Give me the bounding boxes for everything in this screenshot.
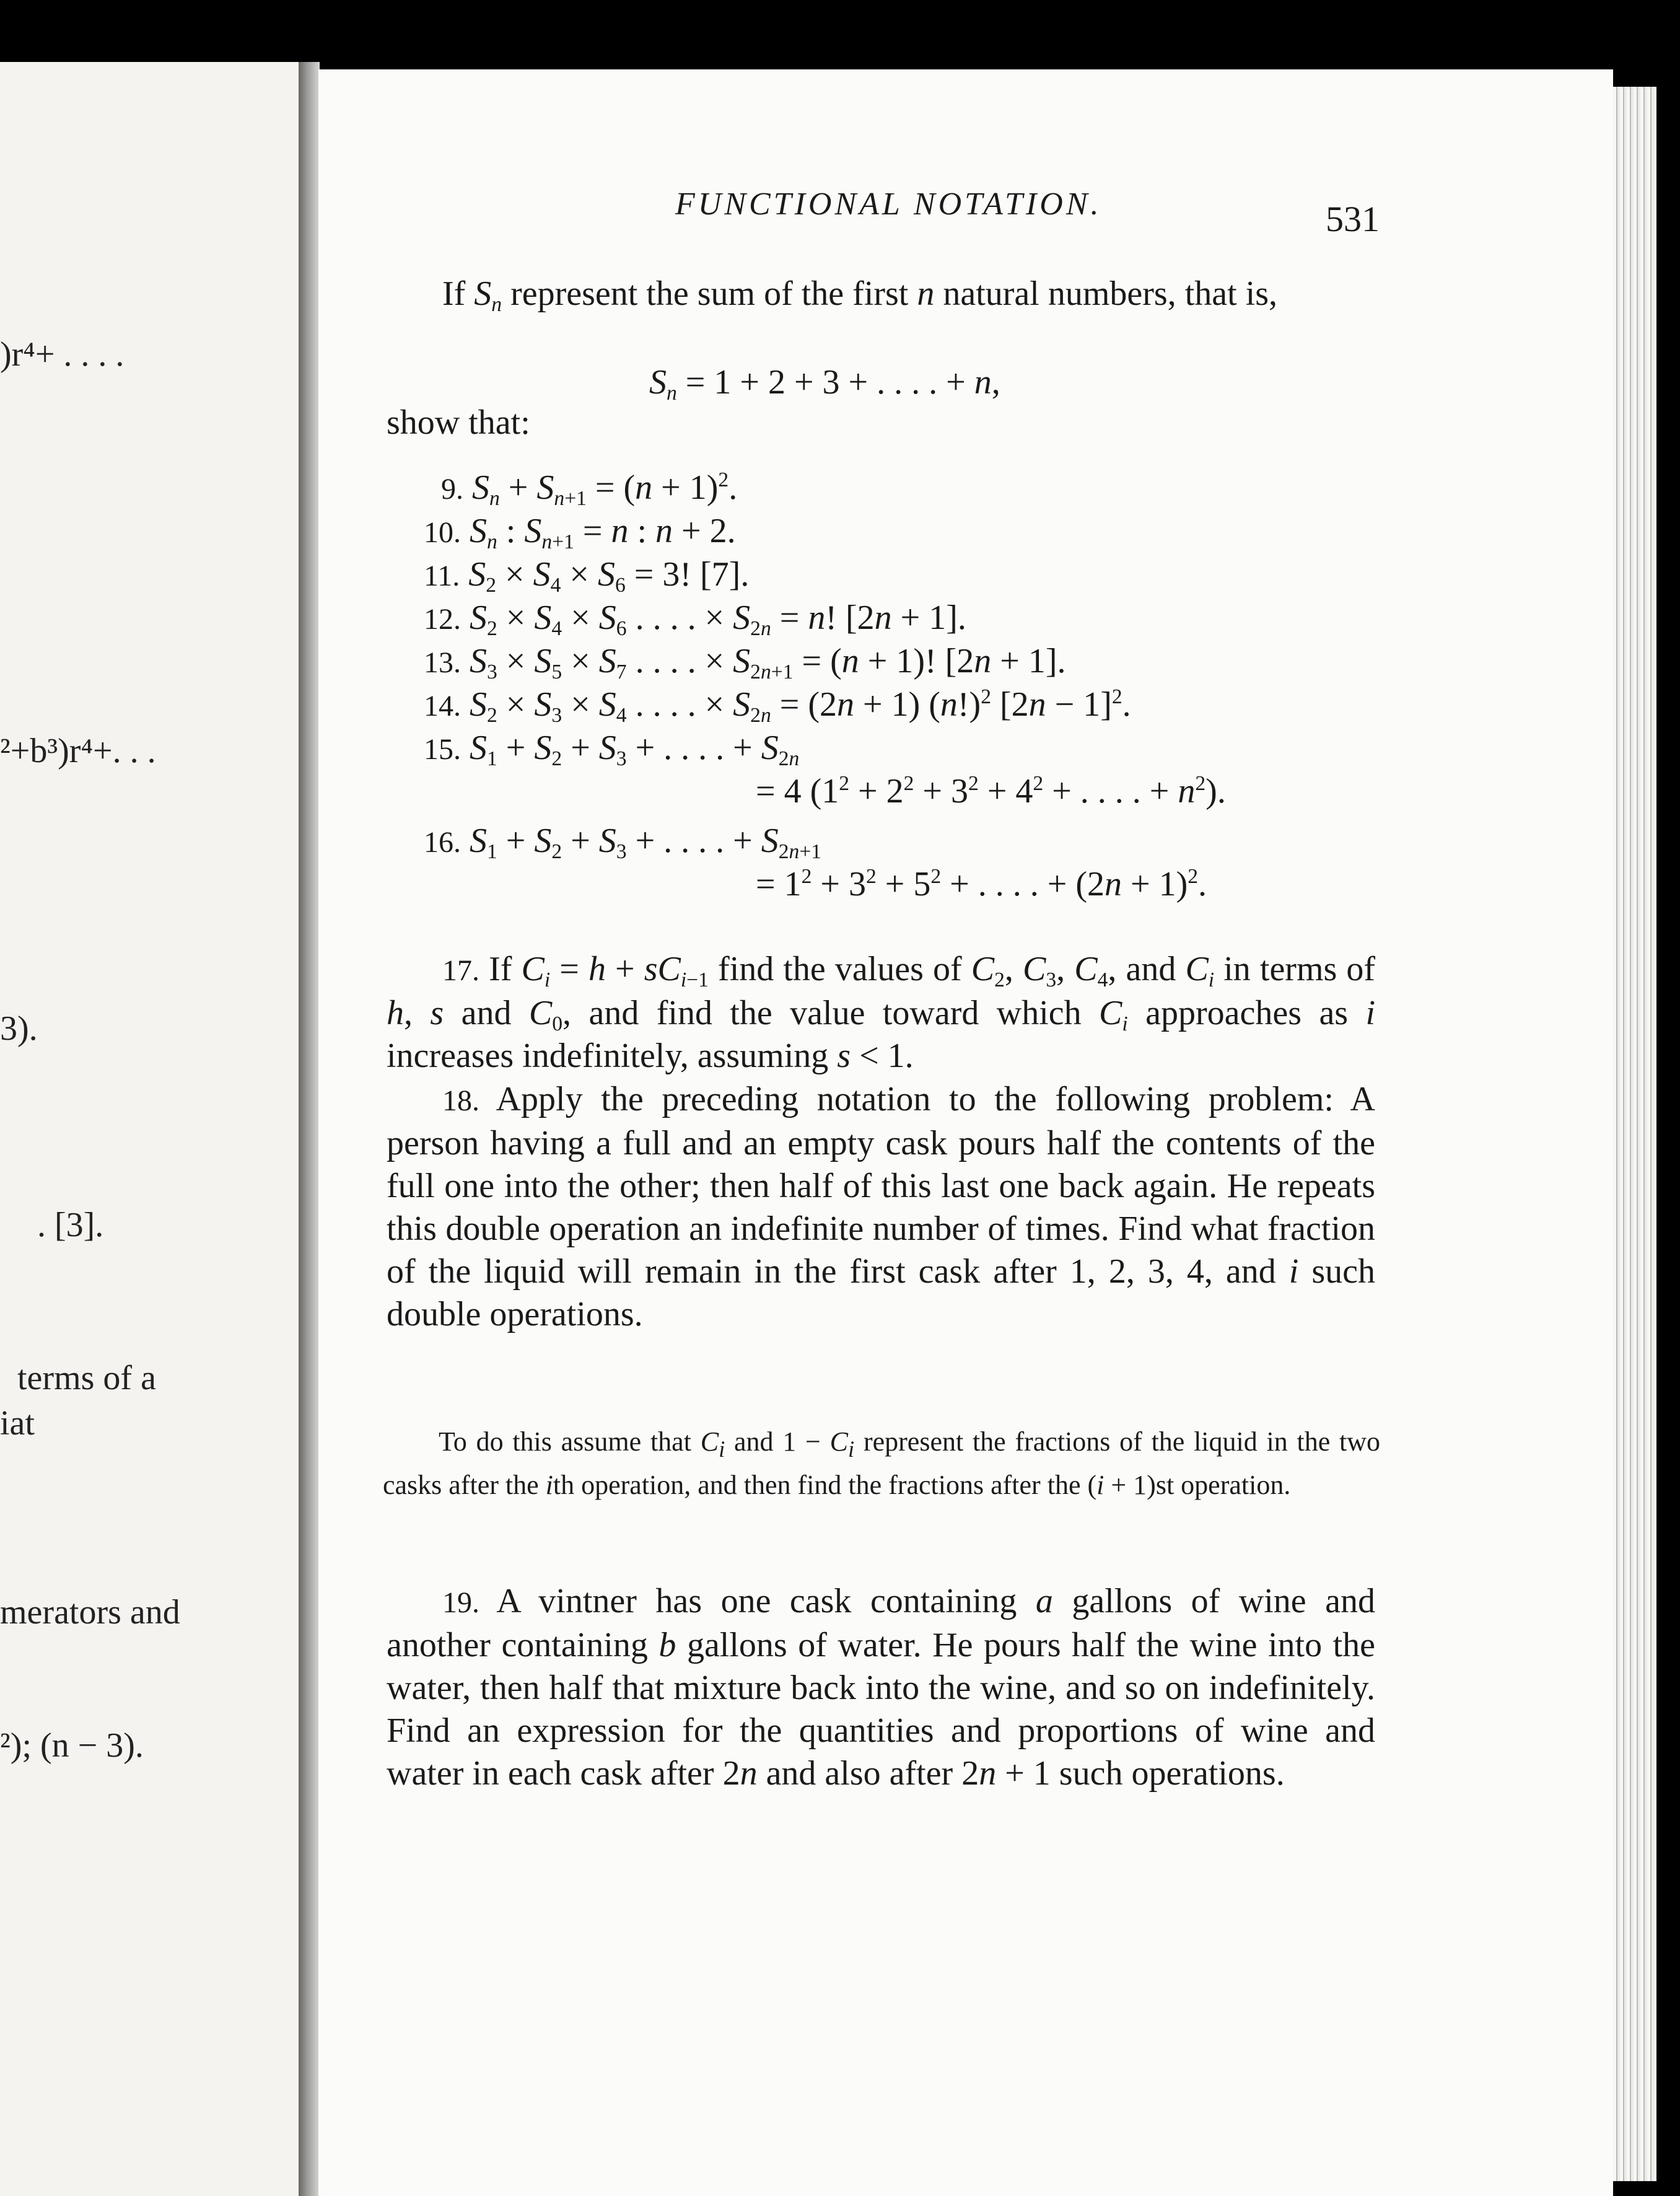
left-fragment: merators and: [0, 1593, 180, 1632]
hint-note: To do this assume that $C_i$ and $1 - C_i$ represent the fractions of the liquid in the two casks after the ith operation, and then find the fractions after the (i + 1)st operation.: [383, 1426, 1381, 1500]
problem-19-text: A vintner has one cask containing: [496, 1582, 1017, 1620]
problem-17: 17. If $C_i = h + sC_{i-1}$ find the values of $C_2$, $C_3$, $C_4$, and $C_i$ in terms of h, s and $C_0$, and find the value toward which $C_i$ approaches as i increases indefinitely, assuming s < 1.: [387, 950, 1376, 1075]
running-header: FUNCTIONAL NOTATION.: [675, 187, 1102, 222]
problem-number: 17.: [442, 954, 479, 987]
problem-17-text: increases indefinitely, assuming: [387, 1037, 829, 1075]
left-fragment: ²+b³)r⁴+. . .: [0, 732, 156, 770]
problem-number: 13.: [424, 646, 461, 679]
problem-number: 11.: [424, 560, 460, 592]
problem-17-text: in terms of: [1223, 950, 1376, 988]
problem-17-text: approaches as: [1145, 994, 1349, 1032]
sum-definition: $S_n = 1 + 2 + 3$ + . . . . + n,: [649, 363, 1000, 405]
note-text: st operation.: [1155, 1469, 1291, 1500]
problem-17-text: and find the value toward which: [588, 994, 1082, 1032]
page-number: 531: [1326, 199, 1380, 239]
problem-15-result: = 4 ($1^2 + 2^2 + 3^2 + 4^2$ + . . . . + $n^2$).: [756, 771, 1226, 810]
problem-number: 9.: [441, 473, 463, 506]
problem-16: 16. $S_1 + S_2 + S_3$ + . . . . + $S_{2n+1}$: [424, 822, 822, 864]
problem-number: 10.: [424, 516, 461, 549]
left-fragment: )r⁴+ . . . .: [0, 335, 125, 374]
left-page: [0, 62, 301, 2196]
problem-number: 16.: [424, 826, 461, 859]
problem-17-text: find the values of: [718, 950, 962, 988]
problem-number: 12.: [424, 603, 461, 636]
left-fragment: terms of a: [17, 1359, 156, 1397]
problem-number: 18.: [442, 1084, 479, 1117]
problem-15: 15. $S_1 + S_2 + S_3$ + . . . . + $S_{2n}$: [424, 729, 800, 771]
intro-paragraph: If $S_n$ represent the sum of the first n natural numbers, that is,: [442, 274, 1278, 317]
note-text: represent the fractions of the liquid in the two casks after the: [383, 1426, 1381, 1500]
problem-18-text: such double operations.: [387, 1252, 1376, 1333]
problem-19: 19. A vintner has one cask containing a gallons of wine and another containing b gallons of water. He pours half the wine into the water, then half that mixture back into the wine, and so on indefinitely. Find an expression for the quantities and proportions of wine and water in each cask after 2n and also after 2n + 1 such operations.: [387, 1582, 1376, 1793]
problem-number: 15.: [424, 733, 461, 766]
problem-9: 9. $S_n + S_{n+1} = (n + 1)^2$.: [441, 468, 738, 511]
left-fragment: ²); (n − 3).: [0, 1726, 144, 1765]
left-fragment: 3).: [0, 1009, 38, 1048]
intro-text-1: represent the sum of the first: [510, 274, 909, 313]
problem-12: 12. $S_2 \times S_4 \times S_6$ . . . . × $S_{2n} = n$! [2n + 1].: [424, 599, 966, 641]
problem-10: 10. $S_n$ : $S_{n+1} = n$ : n + 2.: [424, 512, 736, 554]
intro-text-3: that is,: [1184, 274, 1278, 313]
problem-18-text: Apply the preceding notation to the following problem: A person having a full and an empty cask pours half the contents of the full one into the other; then half of this last one back again. He repeats this double operation an indefinite number of times. Find what fraction of the liquid will remain in the first cask after 1, 2, 3, 4, and: [387, 1080, 1375, 1291]
problem-number: 14.: [424, 690, 461, 722]
problem-19-text: gallons of water. He pours half the wine into the water, then half that mixture back into the wine, and so on indefinitely. Find an expression for the quantities and proportions of wine and water in each cask after: [387, 1626, 1376, 1793]
problem-number: 19.: [442, 1586, 479, 1619]
left-fragment: iat: [0, 1404, 35, 1443]
problem-13: 13. $S_3 \times S_5 \times S_7$ . . . . × $S_{2n+1} = (n + 1)$! [2n + 1].: [424, 642, 1066, 684]
problem-16-result: = $1^2 + 3^2 + 5^2$ + . . . . + $(2n + 1)^2$.: [756, 864, 1207, 903]
problem-19-text: such operations.: [1059, 1754, 1285, 1793]
show-that: show that:: [387, 403, 530, 442]
problem-19-text: and also after: [766, 1754, 953, 1793]
problem-14: 14. $S_2 \times S_3 \times S_4$ . . . . × $S_{2n} = (2n + 1)$ $(n!)^2$ $[2n - 1]^2$.: [424, 685, 1131, 727]
problem-19-text: gallons of wine and another containing: [387, 1582, 1376, 1664]
page-edges: [1613, 87, 1656, 2181]
intro-text-2: natural numbers,: [943, 274, 1176, 313]
book-spine: [299, 62, 320, 2196]
problem-18: 18. Apply the preceding notation to the following problem: A person having a full and an empty cask pours half the contents of the full one into the other; then half of this last one back again. He repeats this double operation an indefinite number of times. Find what fraction of the liquid will remain in the first cask after 1, 2, 3, 4, and i such double operations.: [387, 1080, 1376, 1333]
problem-11: 11. $S_2 \times S_4 \times S_6 = 3$! [7].: [424, 555, 750, 597]
left-fragment: . [3].: [37, 1206, 104, 1244]
note-text: th operation, and then find the fractions after the: [553, 1469, 1081, 1500]
note-text: To do this assume that: [439, 1426, 691, 1457]
